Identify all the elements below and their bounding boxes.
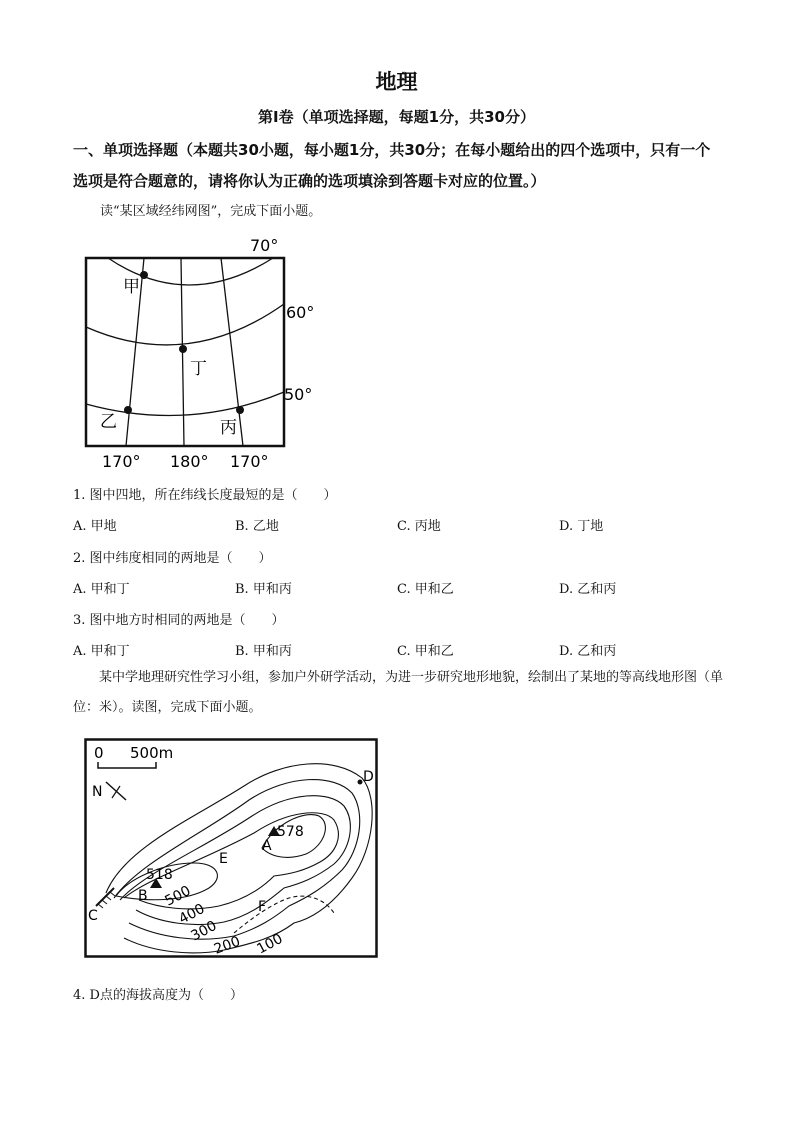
- peak-a-value: 578: [277, 824, 304, 840]
- graticule-map: [78, 232, 338, 477]
- q2-option-a[interactable]: A. 甲和丁: [73, 582, 130, 597]
- part-title: 第Ⅰ卷（单项选择题，每题1分，共30分）: [258, 108, 535, 126]
- point-ding: [179, 345, 187, 353]
- contour-label-400: 400: [176, 900, 208, 928]
- label-bing: 丙: [220, 418, 237, 438]
- section-heading: 一、单项选择题（本题共30小题，每小题1分，共30分；在每小题给出的四个选项中，只有一个选项是符合题意的，请将你认为正确的选项填涂到答题卡对应的位置。）: [73, 141, 711, 190]
- scale-label: 500m: [130, 744, 174, 762]
- north-label: N: [92, 784, 103, 800]
- question-2-stem: 2. 图中纬度相同的两地是（ ）: [73, 551, 272, 566]
- contour-label-500: 500: [162, 882, 194, 910]
- label-c: C: [88, 908, 98, 924]
- label-yi: 乙: [100, 412, 117, 432]
- label-e: E: [219, 851, 228, 867]
- lon-label-170w: 170°: [102, 452, 141, 471]
- lat-label-60: 60°: [286, 303, 315, 322]
- label-ding: 丁: [190, 359, 207, 379]
- q1-option-a[interactable]: A. 甲地: [73, 519, 117, 534]
- q3-option-d[interactable]: D. 乙和丙: [559, 644, 617, 659]
- intro-map1: 读“某区域经纬网图”，完成下面小题。: [100, 204, 322, 219]
- point-d: [358, 780, 363, 785]
- q2-option-c[interactable]: C. 甲和乙: [397, 582, 454, 597]
- question-3-stem: 3. 图中地方时相同的两地是（ ）: [73, 613, 285, 628]
- question-4-stem: 4. D点的海拔高度为（ ）: [73, 988, 243, 1003]
- q3-option-c[interactable]: C. 甲和乙: [397, 644, 454, 659]
- contour-label-100: 100: [254, 930, 286, 958]
- point-jia: [140, 271, 148, 279]
- q1-option-b[interactable]: B. 乙地: [235, 519, 279, 534]
- lat-label-70: 70°: [250, 236, 279, 255]
- label-d: D: [363, 769, 374, 785]
- point-bing: [236, 406, 244, 414]
- contour-label-300: 300: [188, 917, 220, 945]
- lon-label-180: 180°: [170, 452, 209, 471]
- peak-b-value: 518: [146, 867, 173, 883]
- page-title: 地理: [375, 70, 418, 94]
- scale-bar: [98, 762, 156, 768]
- q2-option-b[interactable]: B. 甲和丙: [235, 582, 292, 597]
- label-b: B: [138, 888, 148, 904]
- q2-option-d[interactable]: D. 乙和丙: [559, 582, 617, 597]
- q1-option-c[interactable]: C. 丙地: [397, 519, 441, 534]
- point-yi: [124, 406, 132, 414]
- intro-map2: 某中学地理研究性学习小组，参加户外研学活动，为进一步研究地形地貌，绘制出了某地的等高线地形图（单位：米）。读图，完成下面小题。: [73, 670, 724, 715]
- contour-map: [84, 738, 380, 960]
- question-1-stem: 1. 图中四地，所在纬线长度最短的是（ ）: [73, 488, 337, 503]
- lat-label-50: 50°: [284, 385, 313, 404]
- q1-option-d[interactable]: D. 丁地: [559, 519, 604, 534]
- label-a: A: [262, 838, 272, 854]
- q3-option-b[interactable]: B. 甲和丙: [235, 644, 292, 659]
- q3-option-a[interactable]: A. 甲和丁: [73, 644, 130, 659]
- contour-label-200: 200: [211, 933, 243, 958]
- scale-zero: 0: [94, 744, 104, 762]
- lon-label-170e: 170°: [230, 452, 269, 471]
- label-f: F: [258, 899, 267, 915]
- label-jia: 甲: [123, 277, 140, 297]
